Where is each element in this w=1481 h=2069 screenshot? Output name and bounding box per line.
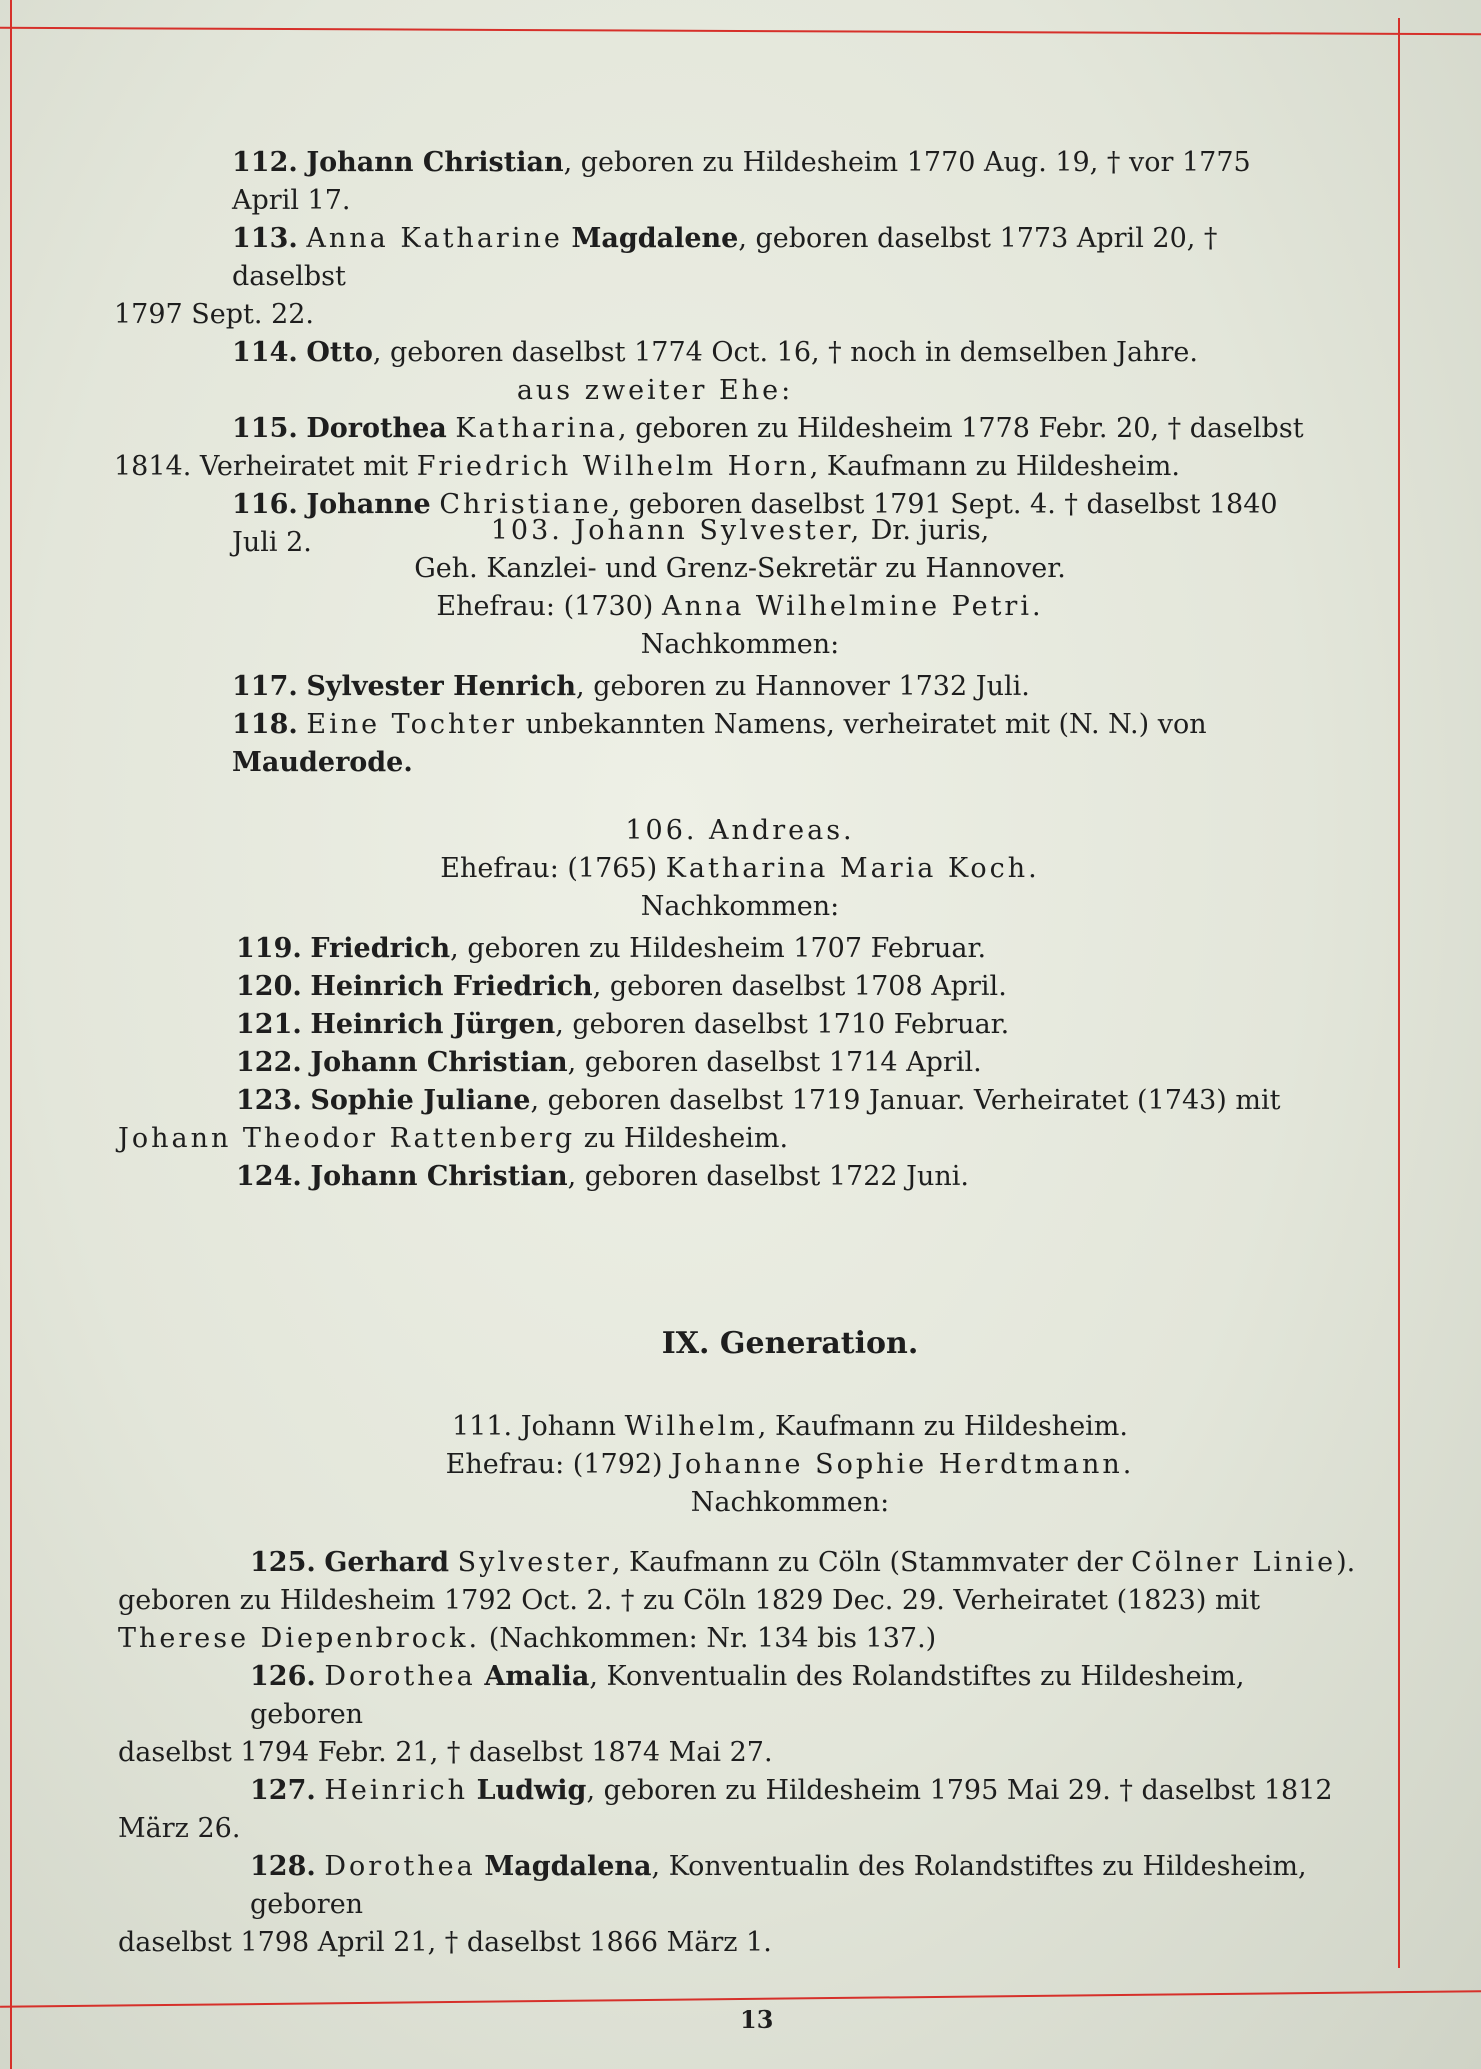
frame-line-top bbox=[0, 27, 1481, 35]
section-c-spouse: Ehefrau: (1765) Katharina Maria Koch. bbox=[440, 853, 1040, 884]
section-c-entries bbox=[118, 930, 1376, 1196]
entry-125: 125. Gerhard Sylvester, Kaufmann zu Cöln (Stammvater der Cölner Linie). bbox=[250, 1547, 1356, 1578]
entry-123-cont: Johann Theodor Rattenberg zu Hildesheim. bbox=[118, 1123, 789, 1154]
entry-113-cont: 1797 Sept. 22. bbox=[114, 299, 315, 330]
entry-115: 115. Dorothea Katharina, geboren zu Hildesheim 1778 Febr. 20, † daselbst bbox=[232, 413, 1304, 444]
section-a bbox=[114, 144, 1312, 562]
entry-128-cont: daselbst 1798 April 21, † daselbst 1866 März 1. bbox=[118, 1927, 772, 1958]
entry-114: 114. Otto, geboren daselbst 1774 Oct. 16, † noch in demselben Jahre. bbox=[232, 337, 1198, 368]
entry-127-cont: März 26. bbox=[118, 1813, 241, 1844]
entry-115-cont: 1814. Verheiratet mit Friedrich Wilhelm Horn, Kaufmann zu Hildesheim. bbox=[114, 451, 1180, 482]
entry-122: 122. Johann Christian, geboren daselbst 1714 April. bbox=[236, 1047, 982, 1078]
entry-116: 116. Johanne Christiane, geboren daselbst 1791 Sept. 4. † daselbst 1840 Juli 2. bbox=[232, 489, 1278, 558]
section-b bbox=[120, 512, 1360, 664]
entry-128: 128. Dorothea Magdalena, Konventualin des Rolandstiftes zu Hildesheim, geboren bbox=[250, 1851, 1307, 1920]
section-d bbox=[120, 1408, 1460, 1522]
section-c-heading: Nachkommen: bbox=[640, 891, 840, 922]
section-b-spouse: Ehefrau: (1730) Anna Wilhelmine Petri. bbox=[436, 591, 1044, 622]
section-d-spouse: Ehefrau: (1792) Johanne Sophie Herdtmann. bbox=[445, 1449, 1135, 1480]
section-d-entries bbox=[118, 1544, 1360, 1962]
generation-title: IX. Generation. bbox=[661, 1326, 919, 1361]
entry-118: 118. Eine Tochter unbekannten Namens, verheiratet mit (N. N.) von Mauderode. bbox=[232, 709, 1207, 778]
entry-126-cont: daselbst 1794 Febr. 21, † daselbst 1874 Mai 27. bbox=[118, 1737, 773, 1768]
section-d-heading: Nachkommen: bbox=[690, 1487, 890, 1518]
entry-117: 117. Sylvester Henrich, geboren zu Hannover 1732 Juli. bbox=[232, 671, 1030, 702]
entry-113: 113. Anna Katharine Magdalene, geboren daselbst 1773 April 20, † daselbst bbox=[232, 223, 1218, 292]
section-b-entries bbox=[232, 668, 1352, 782]
section-b-title: 103. Johann Sylvester, Dr. juris, bbox=[490, 515, 990, 546]
page-number: 13 bbox=[740, 2005, 774, 2034]
section-d-title: 111. Johann Wilhelm, Kaufmann zu Hildesheim. bbox=[452, 1411, 1128, 1442]
section-b-office: Geh. Kanzlei- und Grenz-Sekretär zu Hannover. bbox=[414, 553, 1066, 584]
entry-123: 123. Sophie Juliane, geboren daselbst 1719 Januar. Verheiratet (1743) mit bbox=[236, 1085, 1281, 1116]
section-c-title: 106. Andreas. bbox=[625, 815, 855, 846]
entry-120: 120. Heinrich Friedrich, geboren daselbst 1708 April. bbox=[236, 971, 1007, 1002]
entry-125-cont2: Therese Diepenbrock. (Nachkommen: Nr. 134 bis 137.) bbox=[118, 1623, 937, 1654]
entry-127: 127. Heinrich Ludwig, geboren zu Hildesheim 1795 Mai 29. † daselbst 1812 bbox=[250, 1775, 1333, 1806]
entry-112: 112. Johann Christian, geboren zu Hildesheim 1770 Aug. 19, † vor 1775 April 17. bbox=[232, 147, 1251, 216]
entry-119: 119. Friedrich, geboren zu Hildesheim 1707 Februar. bbox=[236, 933, 987, 964]
entry-124: 124. Johann Christian, geboren daselbst 1722 Juni. bbox=[236, 1161, 969, 1192]
generation-block bbox=[120, 1326, 1460, 1361]
frame-line-left bbox=[10, 0, 12, 2069]
section-c bbox=[120, 812, 1360, 926]
section-b-heading: Nachkommen: bbox=[640, 629, 840, 660]
entry-125-cont: geboren zu Hildesheim 1792 Oct. 2. † zu Cöln 1829 Dec. 29. Verheiratet (1823) mit bbox=[118, 1585, 1261, 1616]
entry-121: 121. Heinrich Jürgen, geboren daselbst 1710 Februar. bbox=[236, 1009, 1010, 1040]
heading-zweite-ehe: aus zweiter Ehe: bbox=[516, 375, 794, 406]
frame-line-right bbox=[1398, 18, 1400, 1968]
entry-126: 126. Dorothea Amalia, Konventualin des Rolandstiftes zu Hildesheim, geboren bbox=[250, 1661, 1245, 1730]
